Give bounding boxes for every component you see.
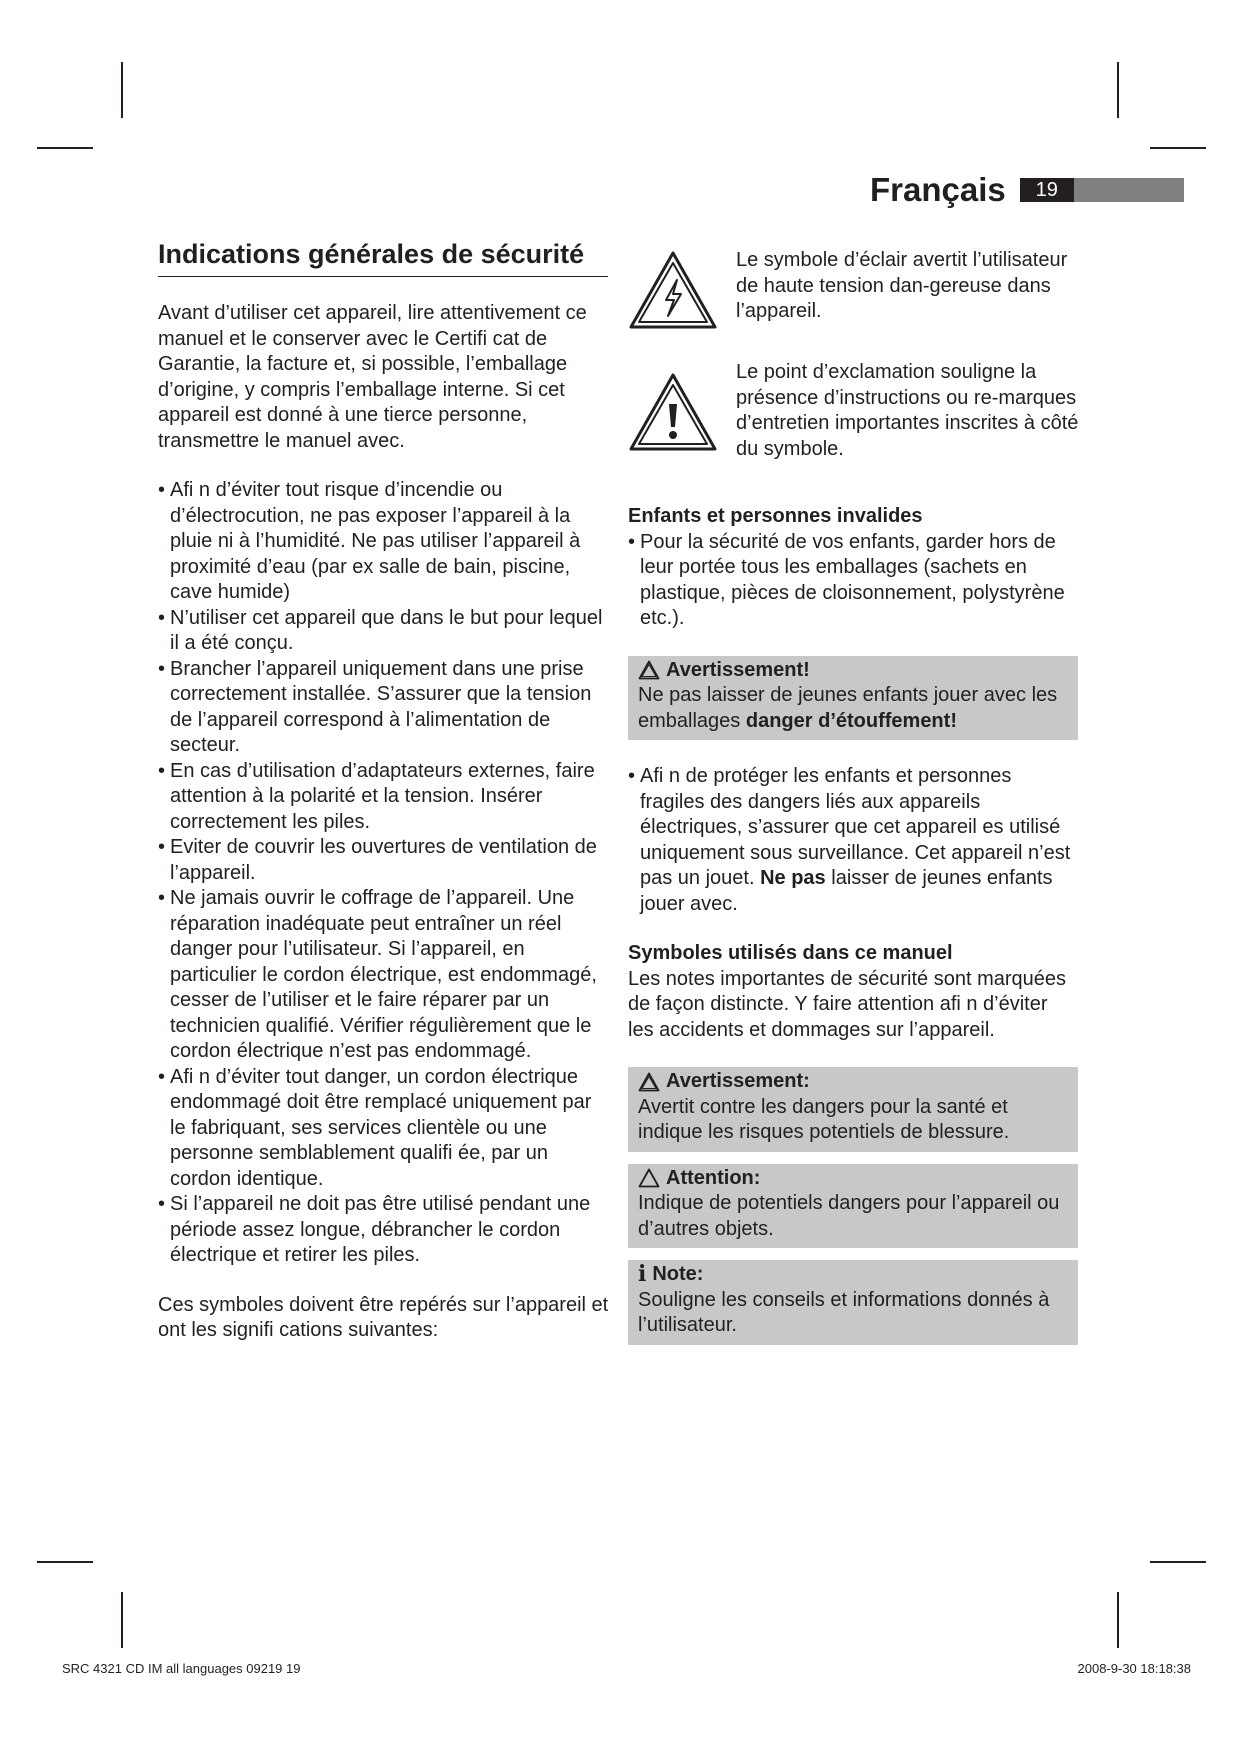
page-number: 19 (1020, 178, 1074, 202)
warning-legend-text: Avertit contre les dangers pour la santé et indique les risques potentiels de blessure. (638, 1095, 1010, 1143)
list-item: • Brancher l’appareil uniquement dans une prise correctement installée. S’assurer que la tension de l’appareil correspond à l’alimentation de secteur. (158, 657, 610, 759)
warning-box (628, 656, 1078, 741)
list-item: • N’utiliser cet appareil que dans le but pour lequel il a été conçu. (158, 606, 610, 657)
symbols-text: Les notes importantes de sécurité sont marquées de façon distincte. Y faire attention afi n d’éviter les accidents et dommages sur l’appareil. (628, 967, 1067, 1041)
note-legend-head (638, 1262, 1068, 1288)
attention-legend-box (628, 1164, 1078, 1249)
warning-box-text (638, 683, 1068, 734)
footer-left: SRC 4321 CD IM all languages 09219 19 (62, 1661, 301, 1676)
warning-legend-box (628, 1067, 1078, 1152)
list-item: • Afi n d’éviter tout danger, un cordon électrique endommagé doit être remplacé uniquement par le fabriquant, ses services clientèle ou une personne semblablement qualifi ée, par un cordon identique. (158, 1065, 610, 1193)
footer-right: 2008-9-30 18:18:38 (1077, 1661, 1191, 1676)
page-number-bar (1020, 178, 1184, 202)
note-legend-box (628, 1260, 1078, 1345)
lightning-symbol-text: Le symbole d’éclair avertit l’utilisateur de haute tension dan-gereuse dans l’appareil. (736, 249, 1068, 322)
warning-triangle-icon (638, 1072, 660, 1092)
symbols-section (628, 941, 1078, 1043)
crop-mark (121, 62, 123, 118)
right-column (628, 248, 1078, 1357)
fragile-list (628, 764, 1078, 917)
lightning-warning-icon (628, 250, 718, 330)
crop-mark (1117, 62, 1119, 118)
section-heading: Indications générales de sécurité (158, 238, 608, 277)
list-item: • Ne jamais ouvrir le coffrage de l’appareil. Une réparation inadéquate peut entraîner un réel danger pour l’utilisateur. Si l’appareil, en particulier le cordon électrique, est endommagé, cesser de l’utiliser et le faire réparer par un technicien qualifié. Vérifier régulièrement que le cordon électrique n’est pas endommagé. (158, 886, 610, 1065)
language-header (870, 170, 1184, 210)
crop-mark (37, 1561, 93, 1563)
children-heading: Enfants et personnes invalides (628, 505, 923, 527)
list-item: • En cas d’utilisation d’adaptateurs externes, faire attention à la polarité et la tension. Insérer correctement les piles. (158, 759, 610, 836)
note-legend-text: Souligne les conseils et informations donnés à l’utilisateur. (638, 1288, 1050, 1336)
attention-triangle-icon (638, 1168, 660, 1188)
symbols-heading: Symboles utilisés dans ce manuel (628, 942, 953, 964)
warning-legend-title: Avertissement: (666, 1070, 810, 1092)
crop-mark (1150, 147, 1206, 149)
warning-box-title: Avertissement! (666, 658, 810, 681)
safety-list (158, 478, 610, 1269)
warning-box-head (638, 658, 1068, 684)
note-legend-title: Note: (652, 1263, 704, 1285)
info-icon: i (638, 1261, 647, 1287)
list-item: • Eviter de couvrir les ouvertures de ventilation de l’appareil. (158, 835, 610, 886)
crop-mark (121, 1592, 123, 1648)
warning-legend-head (638, 1069, 1068, 1095)
list-item: • Pour la sécurité de vos enfants, garder hors de leur portée tous les emballages (sachets en plastique, pièces de cloisonnement, polystyrène etc.). (628, 530, 1078, 632)
exclamation-symbol-row (628, 360, 1078, 502)
warning-triangle-icon (638, 660, 660, 680)
list-item: • Si l’appareil ne doit pas être utilisé pendant une période assez longue, débrancher le cordon électrique et retirer les piles. (158, 1192, 610, 1269)
intro-paragraph: Avant d’utiliser cet appareil, lire attentivement ce manuel et le conserver avec le Certifi cat de Garantie, la facture et, si possible, l’emballage d’origine, y compris l’emballage interne. Si cet appareil est donné à une tierce personne, transmettre le manuel avec. (158, 302, 587, 452)
list-item (628, 764, 1078, 917)
language-title: Français (870, 171, 1006, 208)
children-section (628, 504, 1078, 632)
attention-legend-title: Attention: (666, 1166, 761, 1189)
left-column (158, 238, 610, 1344)
lightning-symbol-row (628, 248, 1078, 358)
warning-box-text-bold: danger d’étouffement! (745, 709, 957, 732)
crop-mark (1117, 1592, 1119, 1648)
warning-box-text-main: Ne pas laisser de jeunes enfants jouer avec les emballages (638, 684, 1058, 732)
crop-mark (1150, 1561, 1206, 1563)
closing-paragraph: Ces symboles doivent être repérés sur l’appareil et ont les signifi cations suivantes: (158, 1293, 609, 1341)
attention-legend-text: Indique de potentiels dangers pour l’appareil ou d’autres objets. (638, 1192, 1060, 1240)
exclamation-symbol-text: Le point d’exclamation souligne la présence d’instructions ou re-marques d’entretien importantes inscrites à côté du symbole. (736, 361, 1079, 460)
fragile-text-bold: Ne pas (760, 867, 826, 889)
fragile-text-after: laisser de jeunes enfants jouer avec. (640, 867, 1053, 915)
list-item: • Afi n d’éviter tout risque d’incendie ou d’électrocution, ne pas exposer l’appareil à la pluie ni à l’humidité. Ne pas utiliser l’appareil à proximité d’eau (par ex salle de bain, piscine, cave humide) (158, 478, 610, 606)
crop-mark (37, 147, 93, 149)
fragile-text-before: Afi n de protéger les enfants et personnes fragiles des dangers liés aux appareils électriques, s’assurer que cet appareil es utilisé uniquement sous surveillance. Cet appareil n’est pas un jouet. (640, 765, 1071, 889)
exclamation-warning-icon (628, 372, 718, 452)
attention-legend-head (638, 1166, 1068, 1192)
children-list (628, 530, 1078, 632)
